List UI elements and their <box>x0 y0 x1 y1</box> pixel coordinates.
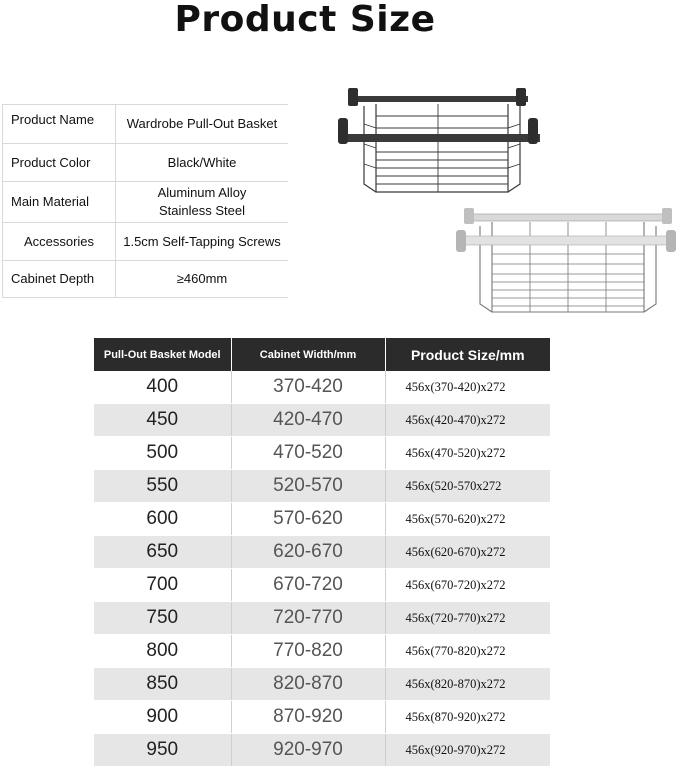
model-cell: 750 <box>94 602 231 635</box>
model-cell: 400 <box>94 371 231 404</box>
model-cell: 800 <box>94 635 231 668</box>
table-row <box>94 569 550 602</box>
model-cell: 600 <box>94 503 231 536</box>
width-cell: 370-420 <box>231 371 385 404</box>
spec-label: Cabinet Depth <box>3 261 116 298</box>
table-row <box>94 635 550 668</box>
size-cell: 456x(470-520)x272 <box>385 437 550 470</box>
size-cell: 456x(370-420)x272 <box>385 371 550 404</box>
spec-label: Accessories <box>3 223 116 261</box>
spec-value: ≥460mm <box>116 261 289 298</box>
spec-value: 1.5cm Self-Tapping Screws <box>116 223 289 261</box>
width-cell: 420-470 <box>231 404 385 437</box>
model-cell: 550 <box>94 470 231 503</box>
spec-value: Wardrobe Pull-Out Basket <box>116 105 289 144</box>
width-cell: 820-870 <box>231 668 385 701</box>
table-row <box>94 470 550 503</box>
model-cell: 900 <box>94 701 231 734</box>
spec-label: Product Name <box>3 105 116 144</box>
size-table <box>94 338 550 767</box>
model-cell: 850 <box>94 668 231 701</box>
spec-value-line: Aluminum Alloy <box>157 185 247 200</box>
width-cell: 470-520 <box>231 437 385 470</box>
table-row <box>94 371 550 404</box>
size-cell: 456x(920-970)x272 <box>385 734 550 767</box>
width-cell: 870-920 <box>231 701 385 734</box>
spec-row-material <box>3 182 289 223</box>
width-cell: 520-570 <box>231 470 385 503</box>
width-cell: 770-820 <box>231 635 385 668</box>
size-cell: 456x(870-920)x272 <box>385 701 550 734</box>
size-cell: 456x(620-670)x272 <box>385 536 550 569</box>
page-title: Product Size <box>174 0 436 40</box>
spec-table <box>2 104 288 298</box>
size-cell: 456x(520-570x272 <box>385 470 550 503</box>
width-cell: 620-670 <box>231 536 385 569</box>
model-cell: 650 <box>94 536 231 569</box>
size-cell: 456x(570-620)x272 <box>385 503 550 536</box>
size-cell: 456x(720-770)x272 <box>385 602 550 635</box>
spec-value: Black/White <box>116 144 289 182</box>
spec-value-line: Stainless Steel <box>159 203 245 218</box>
spec-value <box>116 182 289 223</box>
table-row <box>94 404 550 437</box>
model-cell: 500 <box>94 437 231 470</box>
table-row <box>94 437 550 470</box>
width-cell: 720-770 <box>231 602 385 635</box>
width-cell: 920-970 <box>231 734 385 767</box>
model-cell: 950 <box>94 734 231 767</box>
size-table-header <box>94 338 550 371</box>
header-cabinet-width: Cabinet Width/mm <box>231 338 385 371</box>
spec-row-color <box>3 144 289 182</box>
spec-label: Product Color <box>3 144 116 182</box>
model-cell: 450 <box>94 404 231 437</box>
spec-row-accessories <box>3 223 289 261</box>
header-product-size: Product Size/mm <box>385 338 550 371</box>
spec-row-depth <box>3 261 289 298</box>
size-cell: 456x(770-820)x272 <box>385 635 550 668</box>
black-basket-image <box>336 84 540 202</box>
header-model: Pull-Out Basket Model <box>94 338 231 371</box>
width-cell: 570-620 <box>231 503 385 536</box>
model-cell: 700 <box>94 569 231 602</box>
table-row <box>94 701 550 734</box>
size-cell: 456x(420-470)x272 <box>385 404 550 437</box>
table-row <box>94 503 550 536</box>
white-basket-image <box>454 208 678 318</box>
size-cell: 456x(670-720)x272 <box>385 569 550 602</box>
spec-row-name <box>3 105 289 144</box>
size-cell: 456x(820-870)x272 <box>385 668 550 701</box>
table-row <box>94 602 550 635</box>
table-row <box>94 668 550 701</box>
table-row <box>94 536 550 569</box>
table-row <box>94 734 550 767</box>
spec-label: Main Material <box>3 182 116 223</box>
width-cell: 670-720 <box>231 569 385 602</box>
